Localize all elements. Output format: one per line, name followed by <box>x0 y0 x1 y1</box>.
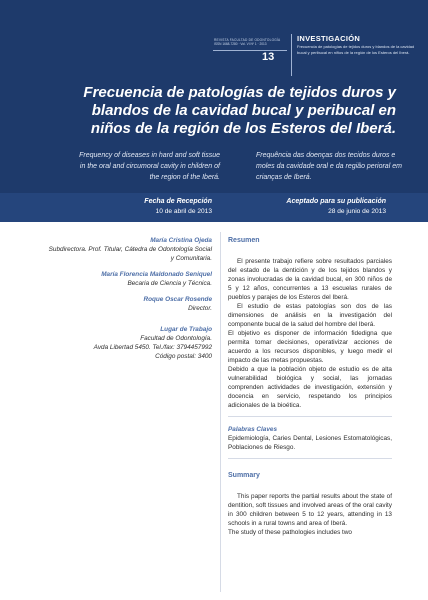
workplace-line: Avda Libertad 5450. Tel./fax: 3794457992 <box>93 344 212 351</box>
author-name: María Cristina Ojeda <box>150 237 212 244</box>
received-date: 10 de abril de 2013 <box>155 208 212 215</box>
journal-meta <box>214 38 286 47</box>
section-rule <box>228 416 392 417</box>
author-role: Subdirectora. Prof. Titular, Cátedra de Odontología Social y Comunitaria. <box>48 246 212 262</box>
issue-number: 13 <box>262 51 275 63</box>
keywords-heading: Palabras Claves <box>228 426 278 433</box>
column-divider <box>220 232 221 592</box>
header-divider <box>291 34 292 76</box>
summary-paragraph: This paper reports the partial results about the state of dentition, soft tissues and involved areas of the oral cavity in 300 children between 5 to 12 years, attending in 13 schools in a rural towns and area of Iberá. <box>228 493 392 527</box>
section-label: INVESTIGACIÓN <box>297 34 361 43</box>
workplace-line: Código postal: 3400 <box>155 353 212 360</box>
resumen-paragraph: El presente trabajo refiere sobre resultados parciales del estado de la dentición y de los tejidos blandos y zonas involucradas de la cavidad bucal, en 300 niños de 5 y 12 años, concurrentes a 13 escuelas rurales de pueblos y parajes de los Esteros del Iberá. <box>228 258 392 301</box>
resumen-heading: Resumen <box>228 237 260 244</box>
author-role: Director. <box>188 305 212 312</box>
summary-paragraph: The study of these pathologies includes two <box>228 529 352 536</box>
keywords-text: Epidemiología, Caries Dental, Lesiones Estomatológicas, Poblaciones de Riesgo. <box>228 435 392 451</box>
workplace-line: Facultad de Odontología. <box>140 335 212 342</box>
author-role: Becaria de Ciencia y Técnica. <box>127 280 212 287</box>
article-title: Frecuencia de patologías de tejidos duros y blandos de la cavidad bucal y peribucal en niños de la región de los Esteros del Iberá. <box>83 84 396 137</box>
received-label: Fecha de Recepción <box>144 198 212 205</box>
section-subtitle: Frecuencia de patologías de tejidos duros y blandos de la cavidad bucal y peribucal en niños de la región de los Esteros del Iberá. <box>297 44 415 55</box>
summary-heading: Summary <box>228 472 260 479</box>
header-rule <box>213 50 287 51</box>
workplace-label: Lugar de Trabajo <box>160 326 212 333</box>
resumen-paragraph: Debido a que la población objeto de estudio es de alta vulnerabilidad biológica y social, las jornadas comprenden actividades de investigación, extensión y docencia en servicio, respetando los principios adicionales de la bioética. <box>228 366 392 409</box>
title-portuguese: Frequência das doenças dos tecidos duros e moles da cavidade oral e da região perioral em crianças de Iberá. <box>256 152 402 181</box>
authors-column <box>48 236 212 361</box>
accepted-label: Aceptado para su publicación <box>286 198 386 205</box>
author-name: María Florencia Maldonado Seniquel <box>101 271 212 278</box>
title-english: Frequency of diseases in hard and soft tissue in the oral and circumoral cavity in children of the region of the Iberá. <box>79 152 220 181</box>
journal-name: REVISTA FACULTAD DE ODONTOLOGÍA <box>214 38 281 42</box>
abstract-column <box>228 236 392 537</box>
section-rule <box>228 458 392 459</box>
resumen-paragraph: El objetivo es disponer de información fidedigna que permita tomar decisiones, operativizar acciones de acuerdo a los recursos disponibles, y luego medir el impacto de las metas propuestas. <box>228 330 392 364</box>
accepted-date: 28 de junio de 2013 <box>328 208 386 215</box>
resumen-paragraph: El estudio de estas patologías son dos de las dimensiones de análisis en la investigación del componente bucal de la salud del hombre del Iberá. <box>228 303 392 328</box>
author-name: Roque Oscar Rosende <box>143 296 212 303</box>
issn-line: ISSN 1668-7280 · Vol. VI Nº 1 · 2013 <box>214 42 267 47</box>
